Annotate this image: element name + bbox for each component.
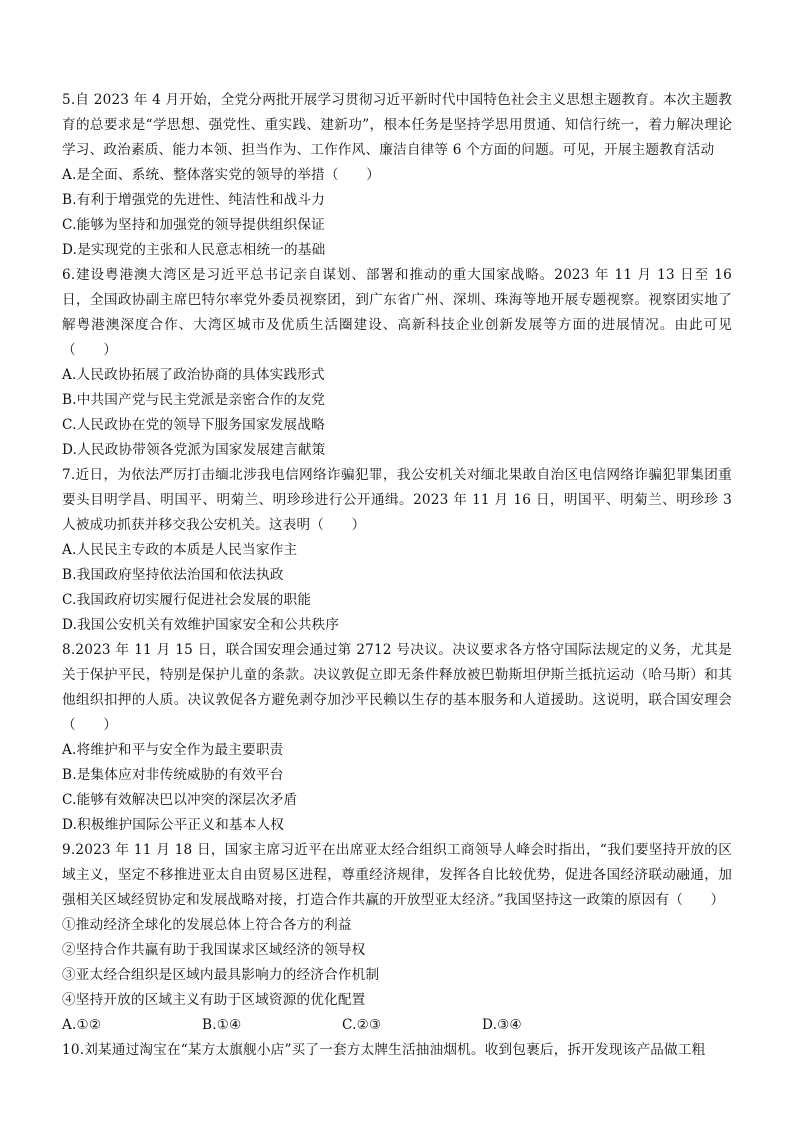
- question-stem: 7.近日，为依法严厉打击缅北涉我电信网络诈骗犯罪，我公安机关对缅北果敢自治区电信网络诈骗犯罪集团重要头目明学昌、明国平、明菊兰、明珍珍进行公开通缉。2023 年 11 月 16 日，明国平、明菊兰、明珍珍 3 人被成功抓获并移交我公安机关。这表明（ ）: [62, 467, 732, 533]
- option-a: A.人民民主专政的本质是人民当家作主: [62, 542, 298, 558]
- statement-2: ②坚持合作共赢有助于我国谋求区域经济的领导权: [62, 942, 366, 958]
- exam-page: [62, 88, 732, 1063]
- question-stem: 6.建设粤港澳大湾区是习近平总书记亲自谋划、部署和推动的重大国家战略。2023 年 11 月 13 日至 16 日，全国政协副主席巴特尔率党外委员视察团，到广东省广州、深圳、珠海等地开展专题视察。视察团实地了解粤港澳深度合作、大湾区城市及优质生活圈建设、高新科技企业创新发展等方面的进展情况。由此可见（ ）: [62, 267, 732, 358]
- choice-d: D.③④: [482, 1017, 522, 1033]
- option-d: D.我国公安机关有效维护国家安全和公共秩序: [62, 617, 340, 633]
- question-6: [62, 263, 732, 463]
- option-b: B.有利于增强党的先进性、纯洁性和战斗力: [62, 192, 325, 208]
- option-b: B.是集体应对非传统威胁的有效平台: [62, 767, 284, 783]
- choice-c: C.②③: [342, 1017, 382, 1033]
- choice-b: B.①④: [202, 1017, 242, 1033]
- option-d: D.积极维护国际公平正义和基本人权: [62, 817, 285, 833]
- question-stem: 8.2023 年 11 月 15 日，联合国安理会通过第 2712 号决议。决议要求各方恪守国际法规定的义务，尤其是关于保护平民，特别是保护儿童的条款。决议敦促立即无条件释放被巴勒斯坦伊斯兰抵抗运动（哈马斯）和其他组织扣押的人质。决议敦促各方避免剥夺加沙平民赖以生存的基本服务和人道援助。这说明，联合国安理会（ ）: [62, 642, 732, 733]
- answer-choices: [62, 1013, 732, 1038]
- option-c: C.人民政协在党的领导下服务国家发展战略: [62, 417, 325, 433]
- option-c: C.我国政府切实履行促进社会发展的职能: [62, 592, 312, 608]
- option-d: D.人民政协带领各党派为国家发展建言献策: [62, 442, 326, 458]
- option-c: C.能够为坚持和加强党的领导提供组织保证: [62, 217, 325, 233]
- choice-a: A.①②: [62, 1017, 102, 1033]
- question-8: [62, 638, 732, 838]
- question-stem: 9.2023 年 11 月 18 日，国家主席习近平在出席亚太经合组织工商领导人峰会时指出，“我们要坚持开放的区域主义，坚定不移推进亚太自由贸易区进程，尊重经济规律，发挥各自比较优势，促进各国经济联动融通，加强相关区域经贸协定和发展战略对接，打造合作共赢的开放型亚太经济。”我国坚持这一政策的原因有（ ）: [62, 842, 732, 908]
- question-7: [62, 463, 732, 638]
- option-a: A.人民政协拓展了政治协商的具体实践形式: [62, 367, 325, 383]
- question-stem: 10.刘某通过淘宝在“某方太旗舰小店”买了一套方太牌生活抽油烟机。收到包裹后，拆开发现该产品做工粗: [62, 1042, 706, 1058]
- question-9: [62, 838, 732, 1038]
- question-10: [62, 1038, 732, 1063]
- statement-1: ①推动经济全球化的发展总体上符合各方的利益: [62, 917, 352, 933]
- option-d: D.是实现党的主张和人民意志相统一的基础: [62, 242, 326, 258]
- option-c: C.能够有效解决巴以冲突的深层次矛盾: [62, 792, 298, 808]
- statement-3: ③亚太经合组织是区域内最具影响力的经济合作机制: [62, 967, 380, 983]
- option-b: B.我国政府坚持依法治国和依法执政: [62, 567, 284, 583]
- option-b: B.中共国产党与民主党派是亲密合作的友党: [62, 392, 325, 408]
- question-stem: 5.自 2023 年 4 月开始，全党分两批开展学习贯彻习近平新时代中国特色社会主义思想主题教育。本次主题教育的总要求是“学思想、强党性、重实践、建新功”，根本任务是坚持学思用贯通、知信行统一，着力解决理论学习、政治素质、能力本领、担当作为、工作作风、廉洁自律等 6 个方面的问题。可见，开展主题教育活动: [62, 92, 732, 158]
- statement-4: ④坚持开放的区域主义有助于区域资源的优化配置: [62, 992, 366, 1008]
- question-5: [62, 88, 732, 263]
- option-a: A.是全面、系统、整体落实党的领导的举措（ ）: [62, 167, 380, 183]
- option-a: A.将维护和平与安全作为最主要职责: [62, 742, 284, 758]
